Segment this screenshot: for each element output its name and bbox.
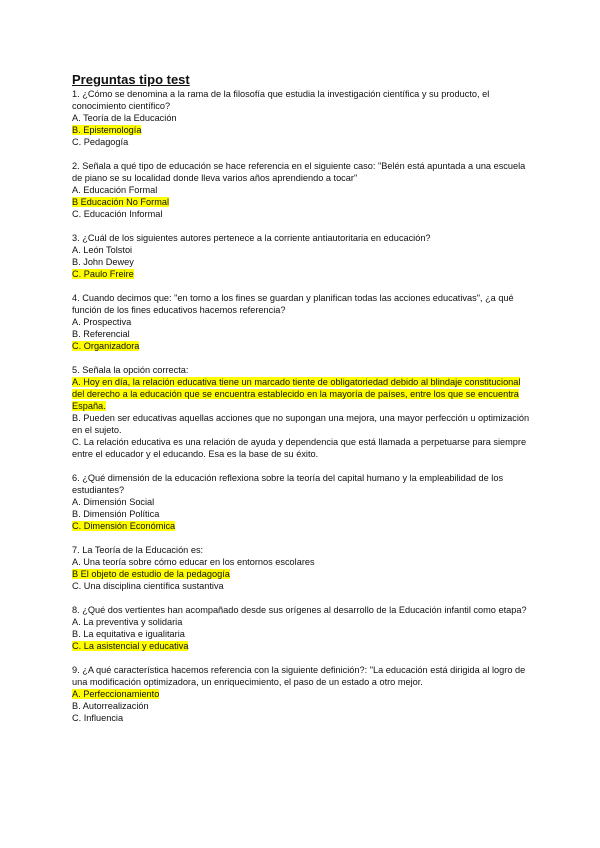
answer-option — [72, 256, 532, 268]
question-text: 9. ¿A qué característica hacemos referencia con la siguiente definición?: "La educación está dirigida al logro de una modificación optimizadora, un enriquecimiento, el paso de un estado a otro mejor. — [72, 665, 526, 687]
answer-option — [72, 244, 532, 256]
answer-option-correct — [72, 520, 532, 532]
question-text: 3. ¿Cuál de los siguientes autores pertenece a la corriente antiautoritaria en educación? — [72, 233, 431, 243]
answer-option — [72, 580, 532, 592]
question-5 — [72, 364, 532, 460]
answer-option-text: C. La asistencial y educativa — [72, 641, 189, 651]
answer-option — [72, 508, 532, 520]
answer-option-correct — [72, 268, 532, 280]
question-text: 6. ¿Qué dimensión de la educación reflexiona sobre la teoría del capital humano y la empleabilidad de los estudiantes? — [72, 473, 504, 495]
answer-option — [72, 184, 532, 196]
answer-option-text: B Educación No Formal — [72, 197, 170, 207]
question-text: 4. Cuando decimos que: "en torno a los fines se guardan y planifican todas las acciones educativas", ¿a qué función de los fines educativos hacemos referencia? — [72, 293, 514, 315]
answer-option-text: C. Dimensión Económica — [72, 521, 176, 531]
answer-option-text: C. La relación educativa es una relación de ayuda y dependencia que está llamada a perpetuarse para siempre entre el educador y el educando. Esa es la base de su éxito. — [72, 437, 527, 459]
answer-option-text: B. John Dewey — [72, 257, 134, 267]
answer-option-text: C. Una disciplina científica sustantiva — [72, 581, 224, 591]
answer-option-text: B. Epistemología — [72, 125, 142, 135]
answer-option-correct — [72, 340, 532, 352]
question-text: 2. Señala a qué tipo de educación se hace referencia en el siguiente caso: "Belén está apuntada a una escuela de piano se su localidad donde lleva varios años aprendiendo a tocar" — [72, 161, 526, 183]
question-4 — [72, 292, 532, 352]
answer-option-correct — [72, 196, 532, 208]
answer-option — [72, 208, 532, 220]
answer-option-correct — [72, 376, 532, 412]
answer-option-text: A. Educación Formal — [72, 185, 158, 195]
question-7 — [72, 544, 532, 592]
answer-option-text: B. Referencial — [72, 329, 130, 339]
answer-option — [72, 412, 532, 436]
answer-option-correct — [72, 124, 532, 136]
answer-option — [72, 136, 532, 148]
answer-option-text: A. Dimensión Social — [72, 497, 155, 507]
answer-option-correct — [72, 640, 532, 652]
answer-option — [72, 436, 532, 460]
answer-option-text: C. Educación Informal — [72, 209, 163, 219]
answer-option — [72, 700, 532, 712]
answer-option-text: A. Hoy en día, la relación educativa tiene un marcado tiente de obligatoriedad debido al blindaje constitucional del derecho a la educación que se encuentra establecido en la mayoría de países, entre los que se encuentra España. — [72, 377, 521, 411]
question-9 — [72, 664, 532, 724]
answer-option-text: B. Autorrealización — [72, 701, 149, 711]
answer-option-correct — [72, 568, 532, 580]
answer-option — [72, 316, 532, 328]
question-6 — [72, 472, 532, 532]
answer-option-text: B. Dimensión Política — [72, 509, 160, 519]
answer-option-text: A. Prospectiva — [72, 317, 132, 327]
question-text: 7. La Teoría de la Educación es: — [72, 545, 204, 555]
answer-option — [72, 112, 532, 124]
answer-option-text: A. Una teoría sobre cómo educar en los entornos escolares — [72, 557, 315, 567]
question-2 — [72, 160, 532, 220]
question-3 — [72, 232, 532, 280]
answer-option-text: A. La preventiva y solidaria — [72, 617, 183, 627]
answer-option-text: B. La equitativa e igualitaria — [72, 629, 185, 639]
answer-option-text: C. Organizadora — [72, 341, 140, 351]
answer-option-text: C. Paulo Freire — [72, 269, 134, 279]
answer-option — [72, 328, 532, 340]
document-page — [72, 72, 532, 736]
answer-option-text: C. Influencia — [72, 713, 124, 723]
answer-option — [72, 628, 532, 640]
answer-option — [72, 496, 532, 508]
question-text: 8. ¿Qué dos vertientes han acompañado desde sus orígenes al desarrollo de la Educación infantil como etapa? — [72, 605, 527, 615]
answer-option-text: B. Pueden ser educativas aquellas acciones que no supongan una mejora, una mayor perfección u optimización en el sujeto. — [72, 413, 530, 435]
question-8 — [72, 604, 532, 652]
question-text: 5. Señala la opción correcta: — [72, 365, 189, 375]
answer-option-text: A. Perfeccionamiento — [72, 689, 160, 699]
answer-option-text: B El objeto de estudio de la pedagogía — [72, 569, 230, 579]
question-1 — [72, 88, 532, 148]
question-text: 1. ¿Cómo se denomina a la rama de la filosofía que estudia la investigación científica y su producto, el conocimiento científico? — [72, 89, 490, 111]
answer-option — [72, 712, 532, 724]
answer-option-text: C. Pedagogía — [72, 137, 129, 147]
answer-option-text: A. León Tolstoi — [72, 245, 133, 255]
page-title: Preguntas tipo test — [72, 72, 190, 87]
answer-option-text: A. Teoría de la Educación — [72, 113, 177, 123]
answer-option — [72, 556, 532, 568]
question-list — [72, 88, 532, 724]
answer-option-correct — [72, 688, 532, 700]
answer-option — [72, 616, 532, 628]
